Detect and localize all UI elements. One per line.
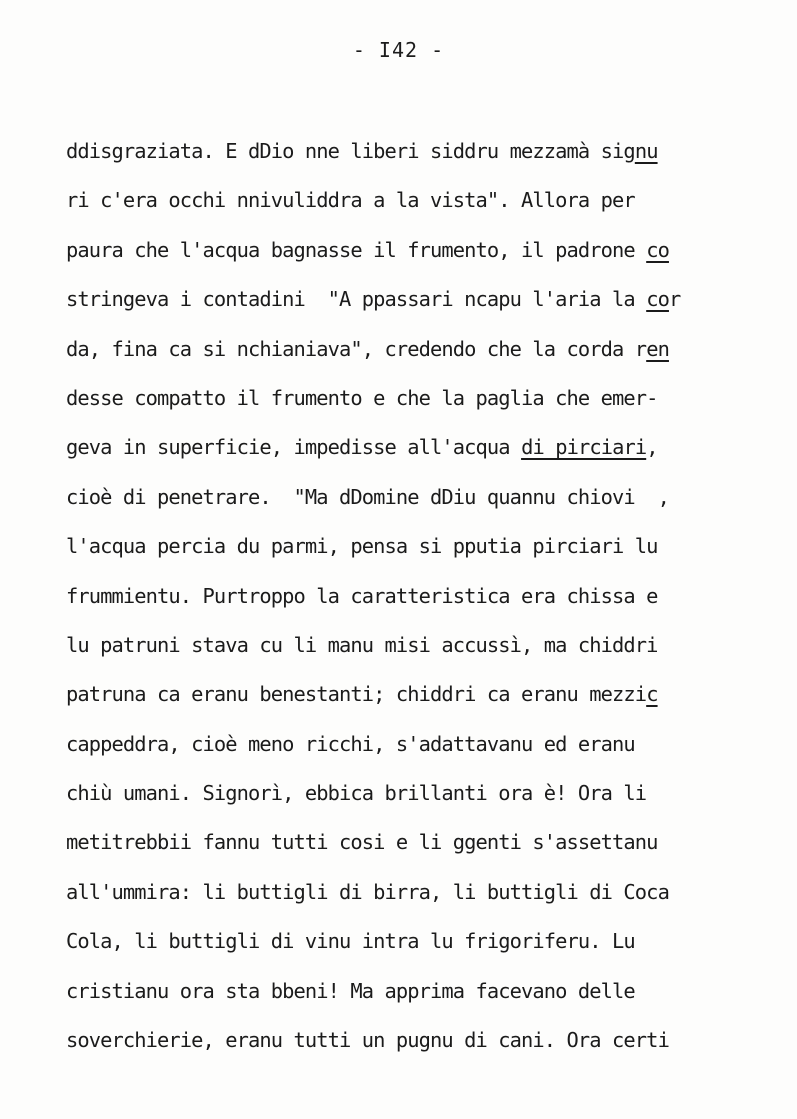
text-line — [66, 769, 766, 818]
text-line — [66, 423, 766, 472]
underlined-text: co — [646, 237, 669, 262]
text-segment: ri c'era occhi nnivuliddra a la vista". Allora per — [66, 188, 635, 213]
text-segment: metitrebbii fannu tutti cosi e li ggenti s'assettanu — [66, 830, 658, 855]
text-segment: ddisgraziata. E dDio nne liberi siddru mezzamà sig — [66, 139, 635, 163]
text-line — [66, 818, 766, 867]
text-segment: stringeva i contadini "A ppassari ncapu l'aria la — [66, 287, 647, 312]
text-line — [66, 522, 766, 571]
text-segment: cristianu ora sta bbeni! Ma apprima facevano delle — [66, 978, 635, 1003]
underlined-text: en — [646, 336, 669, 361]
page-number: - I42 - — [352, 38, 445, 62]
text-segment: chiù umani. Signorì, ebbica brillanti ora è! Ora li — [66, 781, 647, 806]
text-line — [66, 226, 766, 275]
text-segment: frummientu. Purtroppo la caratteristica era chissa e — [66, 583, 658, 608]
text-line — [66, 374, 766, 423]
text-line — [66, 1016, 766, 1065]
text-line — [66, 176, 766, 225]
underlined-text: co — [646, 287, 669, 312]
text-segment: , — [646, 435, 658, 460]
text-segment: desse compatto il frumento e che la paglia che emer- — [66, 385, 658, 410]
text-segment: l'acqua percia du parmi, pensa si pputia pirciari lu — [66, 534, 658, 559]
text-segment: lu patruni stava cu li manu misi accussì, ma chiddri — [66, 632, 658, 657]
text-line — [66, 621, 766, 670]
text-segment: da, fina ca si nchianiava", credendo che la corda r — [66, 336, 647, 361]
text-line — [66, 275, 766, 324]
text-line — [66, 967, 766, 1016]
text-segment: Cola, li buttigli di vinu intra lu frigoriferu. Lu — [66, 929, 635, 954]
text-segment: r — [668, 287, 681, 312]
text-line — [66, 572, 766, 621]
underlined-text: nu — [634, 139, 658, 163]
text-line — [66, 917, 766, 966]
text-line — [66, 670, 766, 719]
text-segment: cappeddra, cioè meno ricchi, s'adattavanu ed eranu — [66, 731, 635, 756]
text-segment: geva in superficie, impedisse all'acqua — [66, 435, 522, 460]
text-segment: soverchierie, eranu tutti un pugnu di cani. Ora certi — [66, 1028, 669, 1053]
text-line — [66, 868, 766, 917]
text-line — [66, 325, 766, 374]
text-line — [66, 127, 766, 176]
text-segment: patruna ca eranu benestanti; chiddri ca eranu mezzi — [66, 682, 647, 707]
text-line — [66, 473, 766, 522]
text-line — [66, 720, 766, 769]
underlined-text: di pirciari — [521, 435, 647, 460]
text-segment: cioè di penetrare. "Ma dDomine dDiu quannu chiovi , — [66, 484, 669, 509]
underlined-text: c — [646, 682, 658, 707]
text-segment: paura che l'acqua bagnasse il frumento, il padrone — [66, 237, 647, 262]
body-text — [66, 127, 766, 1065]
text-segment: all'ummira: li buttigli di birra, li buttigli di Coca — [66, 879, 669, 904]
